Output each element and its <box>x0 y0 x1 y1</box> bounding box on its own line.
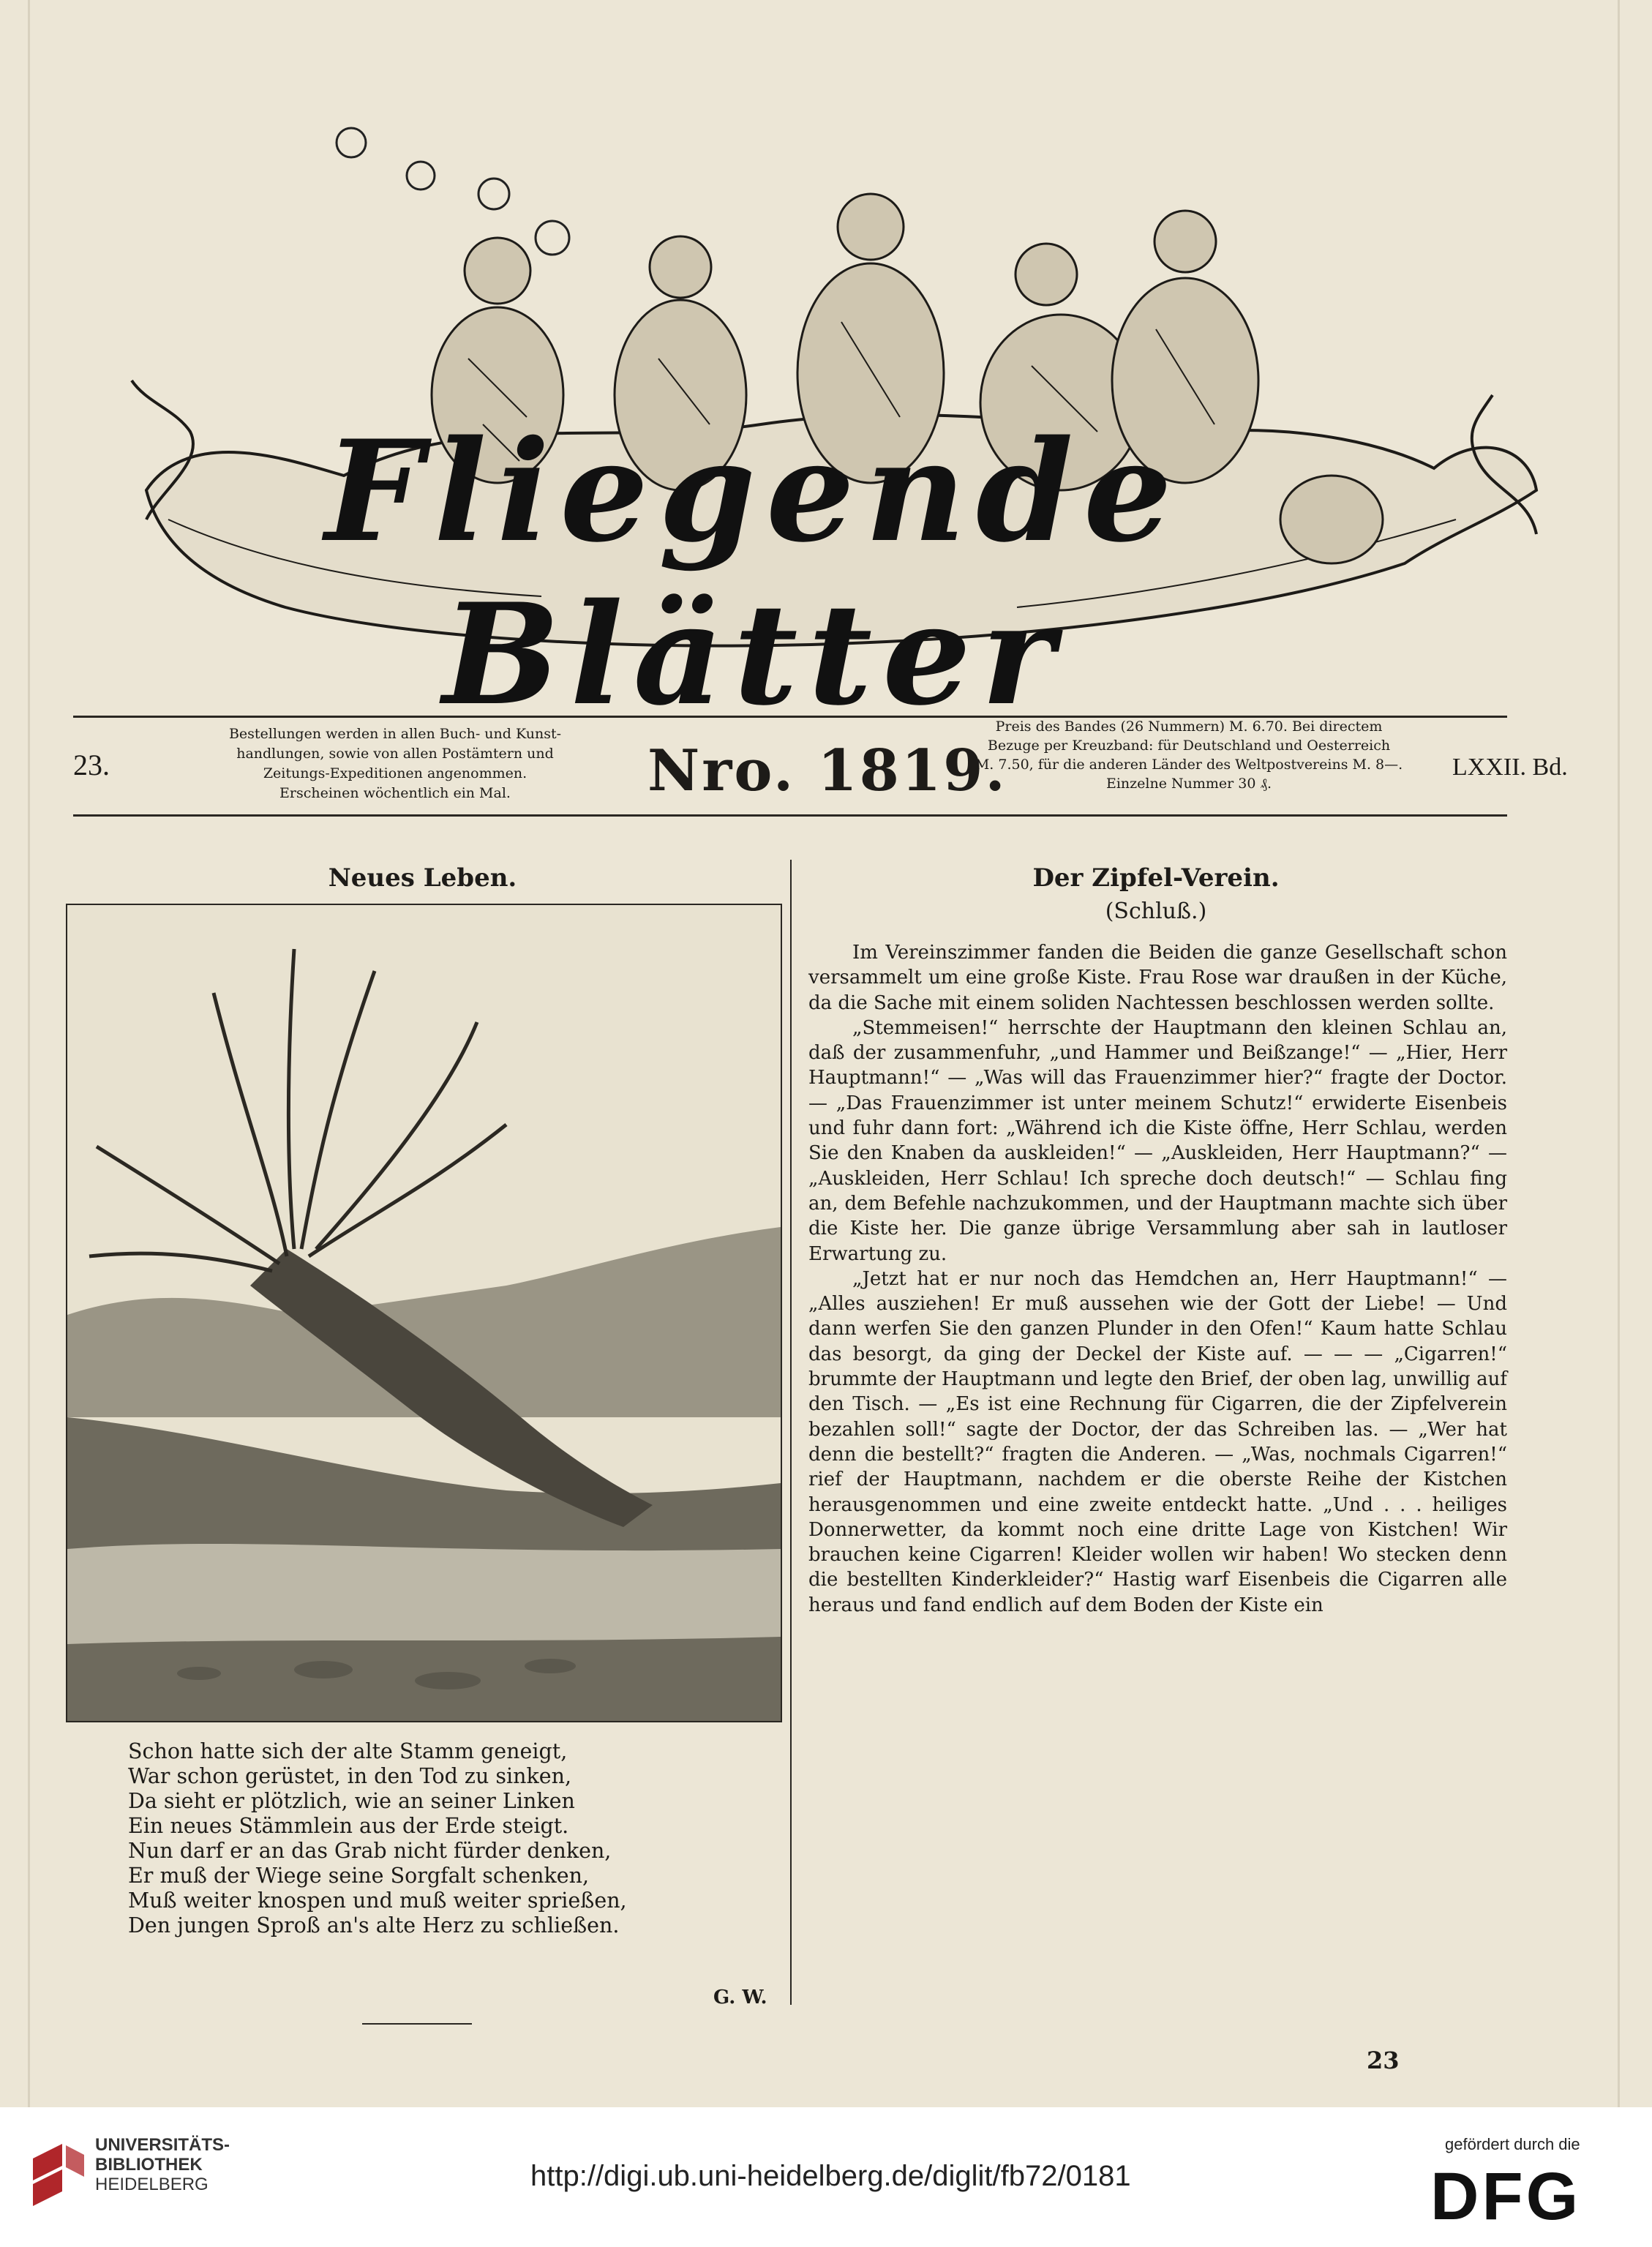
poem-title: Neues Leben. <box>328 863 517 893</box>
story-paragraph: „Stemmeisen!“ herrschte der Hauptmann den kleinen Schlau an, daß der zusammenfuhr, „und Hammer und Beißzange!“ — „Hier, Herr Hauptmann!“ — „Was will das Frauenzimmer hier?“ fragte der Doctor. — „Das Frauenzimmer ist unter meinem Schutz!“ erwiderte Eisenbeis und fuhr dann fort: „Während ich die Kiste öffne, Herr Schlau, werden Sie den Knaben da auskleiden!“ — „Auskleiden, Herr Hauptmann?“ — „Auskleiden, Herr Schlau! Ich spreche doch deutsch!“ — Schlau fing an, dem Befehle nachzukommen, und der Hauptmann machte sich über die Kiste her. Die ganze übrige Versammlung aber sah in lautloser Erwartung zu. <box>808 1016 1507 1265</box>
story-text <box>808 940 1507 1618</box>
issue-number: Nro. 1819. <box>647 738 1007 804</box>
page-number: 23 <box>1367 2047 1400 2074</box>
poem-signature: G. W. <box>713 1987 767 2008</box>
library-logo-icon <box>22 2137 91 2217</box>
permalink-url[interactable]: http://digi.ub.uni-heidelberg.de/diglit/fb72/0181 <box>530 2160 1131 2192</box>
story-paragraph: „Jetzt hat er nur noch das Hemdchen an, Herr Hauptmann!“ — „Alles ausziehen! Er muß aussehen wie der Gott der Liebe! — Und dann werfen Sie den ganzen Plunder in den Ofen!“ Kaum hatte Schlau das besorgt, da ging der Deckel der Kiste auf. — — — „Cigarren!“ brummte der Hauptmann und legte den Brief, der oben lag, unwillig auf den Tisch. — „Es ist eine Rechnung für Cigarren, die der Zipfelverein bezahlen soll!“ sagte der Doctor, der das Schreiben las. — „Wer hat denn die bestellt?“ fragten die Anderen. — „Was, nochmals Cigarren!“ rief der Hauptmann, nachdem er die oberste Reihe der Kistchen herausgenommen und eine zweite entdeckt hatte. „Und . . . heiliges Donnerwetter, da kommt noch eine dritte Lage von Kistchen! Wir brauchen keine Cigarren! Kleider wollen wir haben! Wo stecken denn die bestellten Kinderkleider?“ Hastig warf Eisenbeis die Cigarren alle heraus und fand endlich auf dem Boden der Kiste ein <box>808 1267 1507 1616</box>
ordering-info <box>157 724 633 803</box>
poem-text <box>128 1739 786 1938</box>
price-line: M. 7.50, für die anderen Länder des Weltpostvereins M. 8—. <box>975 757 1403 773</box>
issue-page-number: 23. <box>73 749 110 781</box>
poem-line: War schon gerüstet, in den Tod zu sinken, <box>128 1764 572 1788</box>
short-rule <box>362 2023 472 2025</box>
poem-line: Muß weiter knospen und muß weiter sprießen, <box>128 1888 627 1913</box>
price-line: Einzelne Nummer 30 ₰. <box>1105 776 1272 792</box>
poem-line: Ein neues Stämmlein aus der Erde steigt. <box>128 1814 569 1838</box>
funding-caption: gefördert durch die <box>1445 2135 1580 2153</box>
masthead-title: Fliegende Blätter <box>325 410 1182 736</box>
price-info <box>933 717 1445 793</box>
library-name-line: UNIVERSITÄTS- <box>95 2135 230 2155</box>
band-bottom-rule <box>73 814 1507 817</box>
dfg-logo: DFG <box>1430 2159 1582 2234</box>
ordering-line: Erscheinen wöchentlich ein Mal. <box>279 785 511 801</box>
poem-line: Da sieht er plötzlich, wie an seiner Linken <box>128 1789 575 1813</box>
story-subtitle: (Schluß.) <box>1105 899 1207 924</box>
ordering-line: Bestellungen werden in allen Buch- und Kunst- <box>228 726 562 742</box>
column-divider <box>790 860 792 2005</box>
ordering-line: handlungen, sowie von allen Postämtern und <box>236 746 554 762</box>
price-line: Bezuge per Kreuzband: für Deutschland und Oesterreich <box>987 738 1391 754</box>
viewer-footer <box>0 2107 1652 2247</box>
price-line: Preis des Bandes (26 Nummern) M. 6.70. Bei directem <box>995 719 1383 735</box>
poem-line: Er muß der Wiege seine Sorgfalt schenken, <box>128 1864 590 1888</box>
story-title: Der Zipfel-Verein. <box>1032 863 1280 893</box>
story-paragraph: Im Vereinszimmer fanden die Beiden die ganze Gesellschaft schon versammelt um eine große Kiste. Frau Rose war draußen in der Küche, da die Sache mit einem soliden Nachtessen beschlossen werden sollte. <box>808 942 1507 1014</box>
poem-line: Den jungen Sproß an's alte Herz zu schließen. <box>128 1913 620 1937</box>
poem-line: Nun darf er an das Grab nicht fürder denken, <box>128 1839 612 1863</box>
poem-line: Schon hatte sich der alte Stamm geneigt, <box>128 1739 568 1763</box>
volume-label: LXXII. Bd. <box>1452 754 1568 781</box>
library-name-line: BIBLIOTHEK <box>95 2155 203 2175</box>
willow-tree-illustration <box>66 904 782 1722</box>
library-name <box>95 2135 230 2194</box>
ordering-line: Zeitungs-Expeditionen angenommen. <box>263 765 527 781</box>
library-name-line: HEIDELBERG <box>95 2175 209 2194</box>
